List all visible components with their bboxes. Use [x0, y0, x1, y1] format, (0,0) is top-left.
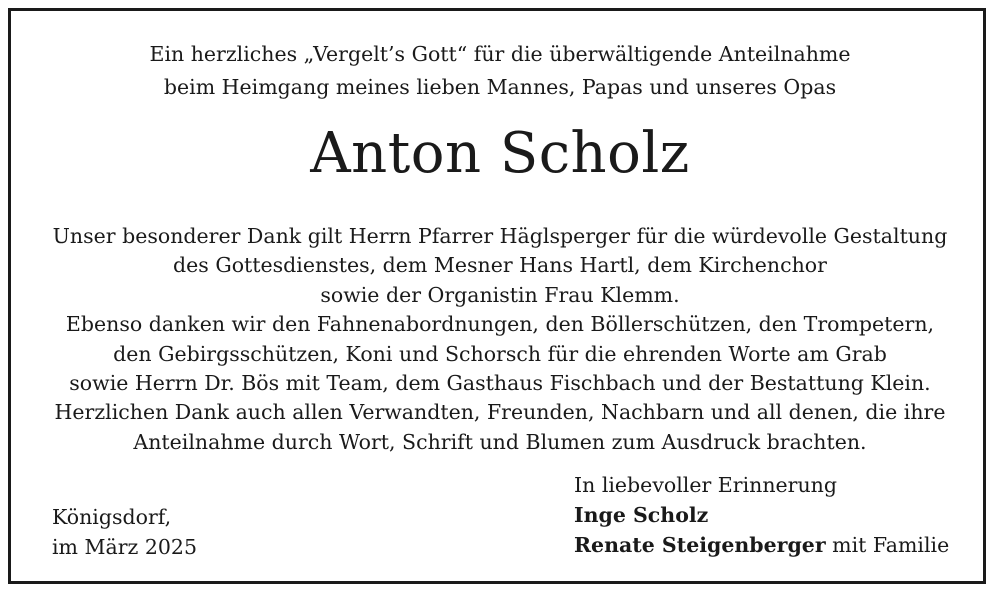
thanks-line: sowie Herrn Dr. Bös mit Team, dem Gasthaus Fischbach und der Bestattung Klein.: [69, 371, 931, 396]
thanks-line: Unser besonderer Dank gilt Herrn Pfarrer Häglsperger für die würdevolle Gestaltung: [52, 224, 948, 248]
signature-intro: In liebevoller Erinnerung: [574, 473, 837, 497]
intro-line-1: Ein herzliches „Vergelt’s Gott“ für die überwältigende Anteilnahme: [149, 42, 851, 66]
signature-name-2: Renate Steigenberger: [574, 533, 826, 557]
intro-text: [0, 38, 1000, 104]
deceased-name: Anton Scholz: [310, 121, 690, 186]
thanks-line: sowie der Organistin Frau Klemm.: [320, 282, 680, 307]
thanks-text: [0, 222, 1000, 457]
signature-line-2: [574, 530, 949, 560]
thanks-line: den Gebirgsschützen, Koni und Schorsch für die ehrenden Worte am Grab: [113, 341, 887, 366]
thanks-line: Anteilnahme durch Wort, Schrift und Blumen zum Ausdruck brachten.: [133, 429, 867, 454]
place-and-date: [52, 502, 197, 562]
signature-block: [574, 470, 949, 560]
thanks-line: Herzlichen Dank auch allen Verwandten, Freunden, Nachbarn und all denen, die ihre: [54, 400, 946, 425]
place-city: Königsdorf,: [52, 505, 172, 529]
thanks-line: des Gottesdienstes, dem Mesner Hans Hartl, dem Kirchenchor: [173, 253, 827, 278]
thanks-line: Ebenso danken wir den Fahnenabordnungen, den Böllerschützen, den Trompetern,: [65, 312, 935, 337]
intro-line-2: beim Heimgang meines lieben Mannes, Papas und unseres Opas: [163, 75, 837, 99]
signature-name-2-suffix: mit Familie: [825, 533, 950, 557]
place-date: im März 2025: [52, 535, 198, 559]
signature-name-1: Inge Scholz: [574, 503, 709, 527]
